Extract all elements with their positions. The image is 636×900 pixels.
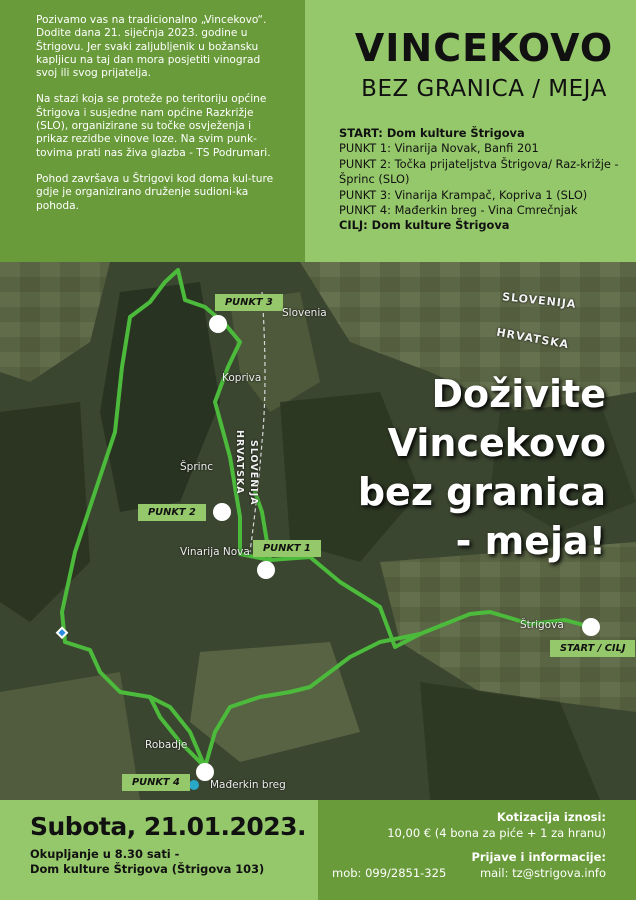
punkt-1-marker <box>257 561 275 579</box>
place-maderkin-breg: Mađerkin breg <box>210 779 286 791</box>
route-punkt-2: PUNKT 2: Točka prijateljstva Štrigova/ Raz-križje - Šprinc (SLO) <box>339 156 619 187</box>
place-slovenia: Slovenia <box>282 307 327 319</box>
route-list <box>339 126 629 234</box>
intro-panel <box>0 0 305 262</box>
event-date: Subota, 21.01.2023. <box>30 812 307 841</box>
route-cilj: CILJ: Dom kulture Štrigova <box>339 218 510 233</box>
punkt-2-marker <box>213 503 231 521</box>
meeting-place: Dom kulture Štrigova (Štrigova 103) <box>30 862 265 876</box>
slogan-line-3: bez granica <box>357 470 606 514</box>
place-robadje: Robadje <box>145 739 188 751</box>
info-panel <box>318 800 636 900</box>
place-slovenija-right: SLOVENIJA <box>501 290 578 311</box>
punkt-4-label: PUNKT 4 <box>122 774 190 791</box>
punkt-2-label: PUNKT 2 <box>138 504 206 521</box>
place-slovenija-vertical: SLOVENIJA <box>248 440 259 506</box>
fee-title: Kotizacija iznosi: <box>496 810 606 824</box>
contact-title: Prijave i informacije: <box>471 850 606 864</box>
slogan-line-4: - meja! <box>455 519 606 563</box>
event-title: VINCEKOVO <box>354 26 614 70</box>
header-panel <box>305 0 636 262</box>
start-cilj-marker <box>582 618 600 636</box>
place-sprinc: Šprinc <box>180 461 213 473</box>
fee-value: 10,00 € (4 bona za piće + 1 za hranu) <box>387 826 606 840</box>
place-strigova: Štrigova <box>520 619 564 631</box>
punkt-1-label: PUNKT 1 <box>253 540 321 557</box>
place-hrvatska-vertical: HRVATSKA <box>234 430 245 495</box>
slogan-line-1: Doživite <box>431 372 606 416</box>
slogan <box>306 370 606 566</box>
intro-paragraph-3: Pohod završava u Štrigovi kod doma kul-ture gdje je organizirano druženje sudioni-ka pohoda. <box>36 172 274 212</box>
place-vinarija-nova: Vinarija Nova <box>180 546 250 558</box>
place-hrvatska-right: HRVATSKA <box>495 325 571 352</box>
punkt-3-label: PUNKT 3 <box>215 294 283 311</box>
route-map <box>0 262 636 800</box>
contact-phone[interactable]: mob: 099/2851-325 <box>332 866 447 880</box>
route-punkt-3: PUNKT 3: Vinarija Krampač, Kopriva 1 (SLO) <box>339 187 588 202</box>
meeting-info <box>30 847 318 877</box>
start-cilj-label: START / CILJ <box>550 640 635 657</box>
event-subtitle: BEZ GRANICA / MEJA <box>361 76 607 102</box>
contact-email[interactable]: mail: tz@strigova.info <box>479 866 606 880</box>
place-kopriva: Kopriva <box>222 372 262 384</box>
intro-paragraph-2: Na stazi koja se proteže po teritoriju općine Štrigova i susjedne nam općine Razkrižje (SLO), organizirane su točke osvježenja i prikaz rezidbe vinove loze. Na svim punk-tovima prati nas živa glazba - TS Podrumari. <box>36 93 271 159</box>
route-start: START: Dom kulture Štrigova <box>339 126 525 140</box>
intro-paragraph-1: Pozivamo vas na tradicionalno „Vincekovo“. Dodite dana 21. siječnja 2023. godine u Štrigovu. Jer svaki zaljubljenik u božansku kapljicu na taj dan mora posjetiti vinograd svoj ili svog prijatelja. <box>36 14 267 80</box>
route-punkt-4: PUNKT 4: Mađerkin breg - Vina Cmrečnjak <box>339 203 578 218</box>
punkt-3-marker <box>209 315 227 333</box>
slogan-line-2: Vincekovo <box>387 421 606 465</box>
route-punkt-1: PUNKT 1: Vinarija Novak, Banfi 201 <box>339 141 539 156</box>
contact-row <box>318 866 606 880</box>
date-panel <box>0 800 318 900</box>
meeting-time: Okupljanje u 8.30 sati - <box>30 847 180 861</box>
